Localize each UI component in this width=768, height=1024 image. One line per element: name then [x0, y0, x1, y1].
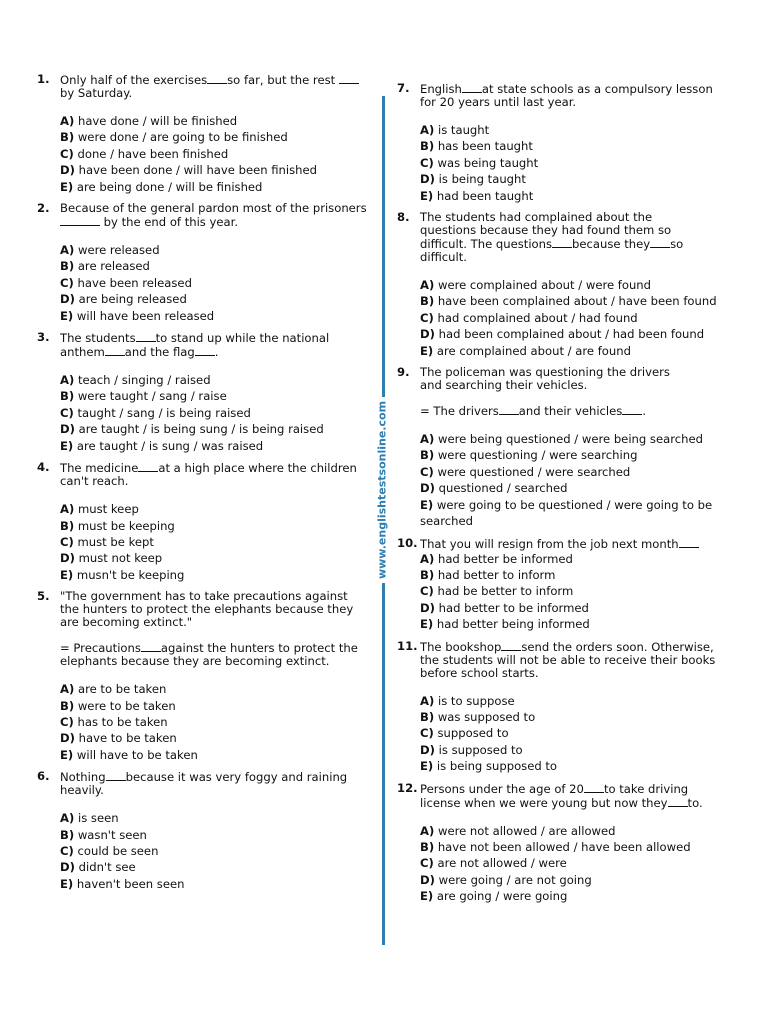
- option-letter: A): [420, 278, 435, 293]
- answer-option[interactable]: [60, 859, 372, 875]
- question-4: [37, 461, 372, 583]
- option-text: had complained about / had found: [437, 310, 638, 325]
- answer-option[interactable]: [60, 681, 372, 697]
- option-text: were not allowed / are allowed: [437, 823, 616, 838]
- option-text: has to be taken: [77, 714, 168, 729]
- option-letter: C): [60, 275, 74, 290]
- text-segment: The students: [60, 331, 136, 346]
- answer-option[interactable]: [420, 326, 737, 342]
- option-text: was being taught: [437, 155, 539, 170]
- text-segment: = The drivers: [420, 404, 499, 419]
- text-segment: The students had complained about the questions because they had found them so difficult. The questions: [420, 210, 672, 252]
- question-12: [397, 782, 737, 905]
- option-letter: B): [420, 294, 435, 309]
- answer-option[interactable]: [420, 567, 737, 583]
- option-letter: E): [60, 179, 74, 194]
- option-text: have been released: [77, 275, 192, 290]
- option-text: have been complained about / have been found: [437, 294, 717, 309]
- option-letter: D): [60, 292, 75, 307]
- text-segment: so difficult.: [420, 237, 684, 265]
- option-letter: B): [60, 827, 75, 842]
- question-stem: [420, 211, 737, 264]
- answer-option[interactable]: [60, 438, 372, 454]
- option-letter: B): [420, 839, 435, 854]
- answer-option[interactable]: [60, 843, 372, 859]
- text-segment: Because of the general pardon most of the prisoners: [60, 201, 367, 216]
- option-letter: A): [60, 682, 75, 697]
- answer-blank: [668, 796, 688, 807]
- text-segment: Nothing: [60, 770, 106, 785]
- question-number: 4.: [37, 460, 50, 475]
- answer-option[interactable]: [60, 258, 372, 274]
- option-letter: B): [60, 259, 75, 274]
- option-text: had better being informed: [436, 617, 590, 632]
- text-segment: so far, but the rest: [227, 73, 339, 87]
- option-text: was supposed to: [437, 709, 536, 724]
- question-11: [397, 640, 737, 775]
- answer-option[interactable]: [420, 693, 737, 709]
- text-segment: The bookshop: [420, 639, 502, 654]
- option-text: must be kept: [77, 534, 154, 549]
- option-text: were done / are going to be finished: [77, 130, 288, 145]
- answer-option[interactable]: [60, 129, 372, 145]
- answer-option[interactable]: [420, 758, 737, 774]
- option-text: were questioning / were searching: [437, 448, 638, 463]
- option-letter: B): [60, 518, 75, 533]
- text-segment: "The government has to take precautions against the hunters to protect the elephants because they are becoming extinct.": [60, 589, 354, 630]
- option-text: were complained about / were found: [437, 278, 652, 293]
- option-letter: C): [420, 856, 434, 871]
- text-segment: English: [420, 82, 462, 96]
- option-text: done / have been finished: [77, 146, 229, 161]
- question-number: 12.: [397, 780, 418, 795]
- answer-blank: [80, 215, 100, 226]
- option-text: were going / are not going: [438, 872, 592, 887]
- question-stem: [420, 366, 737, 392]
- question-number: 9.: [397, 365, 410, 380]
- answer-option[interactable]: [60, 567, 372, 583]
- text-segment: at state schools as a compulsory lesson for 20 years until last year.: [420, 82, 713, 109]
- answer-option[interactable]: [60, 501, 372, 517]
- answer-blank: [138, 461, 158, 472]
- answer-blank: [462, 82, 482, 93]
- text-segment: because they: [572, 237, 651, 252]
- answer-option[interactable]: [420, 171, 737, 187]
- option-text: had been taught: [436, 188, 534, 203]
- question-number: 5.: [37, 589, 50, 604]
- answer-blank: [552, 237, 572, 248]
- option-letter: D): [420, 600, 435, 615]
- option-letter: C): [60, 534, 74, 549]
- answer-option[interactable]: [420, 839, 737, 855]
- question-2: [37, 202, 372, 324]
- answer-blank: [60, 215, 80, 226]
- option-text: is seen: [77, 811, 119, 826]
- option-text: teach / singing / raised: [77, 373, 211, 388]
- answer-option[interactable]: [60, 827, 372, 843]
- question-9: [397, 366, 737, 529]
- option-text: are being released: [78, 292, 187, 307]
- answer-option[interactable]: [60, 876, 372, 892]
- answer-option[interactable]: [420, 551, 737, 567]
- question-stem: [60, 770, 372, 797]
- option-text: is being supposed to: [436, 759, 558, 774]
- option-letter: D): [420, 327, 435, 342]
- answer-options: [60, 372, 372, 454]
- answer-option[interactable]: [420, 277, 737, 293]
- option-letter: C): [60, 843, 74, 858]
- option-text: is taught: [437, 123, 490, 137]
- option-text: is to suppose: [437, 693, 515, 708]
- option-letter: D): [420, 872, 435, 887]
- answer-options: [60, 681, 372, 763]
- text-segment: and their vehicles: [518, 404, 623, 419]
- text-segment: by Saturday.: [60, 86, 133, 100]
- question-stem: [420, 640, 737, 680]
- option-letter: E): [60, 876, 74, 891]
- answer-option[interactable]: [420, 709, 737, 725]
- text-segment: Persons under the age of 20: [420, 781, 584, 796]
- answer-option[interactable]: [60, 747, 372, 763]
- option-letter: C): [420, 464, 434, 479]
- answer-option[interactable]: [60, 275, 372, 291]
- question-stem: [60, 331, 372, 359]
- answer-options: [420, 551, 737, 633]
- answer-options: [60, 501, 372, 583]
- answer-option[interactable]: [420, 122, 737, 138]
- option-letter: B): [60, 389, 75, 404]
- option-text: taught / sang / is being raised: [77, 405, 251, 420]
- answer-options: [420, 693, 737, 775]
- left-column: [37, 73, 372, 899]
- question-number: 2.: [37, 201, 50, 216]
- option-letter: D): [60, 163, 75, 178]
- option-letter: C): [420, 584, 434, 599]
- option-letter: D): [420, 172, 435, 187]
- answer-option[interactable]: [60, 714, 372, 730]
- option-text: are to be taken: [77, 682, 167, 697]
- option-letter: E): [60, 567, 74, 582]
- answer-option[interactable]: [420, 823, 737, 839]
- option-text: have not been allowed / have been allowed: [437, 839, 691, 854]
- option-text: could be seen: [77, 843, 159, 858]
- option-text: will have been released: [76, 308, 215, 323]
- option-text: are not allowed / were: [437, 856, 567, 871]
- text-segment: .: [642, 404, 647, 419]
- text-segment: The policeman was questioning the drivers and searching their vehicles.: [420, 365, 670, 393]
- answer-option[interactable]: [60, 730, 372, 746]
- answer-option[interactable]: [60, 308, 372, 324]
- question-8: [397, 211, 737, 359]
- option-text: are released: [77, 259, 150, 274]
- option-letter: C): [60, 146, 74, 161]
- answer-option[interactable]: [60, 179, 372, 195]
- option-letter: E): [420, 759, 434, 774]
- option-letter: B): [60, 130, 75, 145]
- answer-option[interactable]: [420, 431, 737, 447]
- answer-option[interactable]: [420, 600, 737, 616]
- answer-option[interactable]: [420, 497, 737, 530]
- option-text: were being questioned / were being searched: [437, 432, 703, 447]
- answer-option[interactable]: [60, 146, 372, 162]
- text-segment: at a high place where the children can't reach.: [60, 461, 357, 489]
- text-segment: = Precautions: [60, 641, 141, 656]
- answer-option[interactable]: [420, 293, 737, 309]
- answer-option[interactable]: [420, 888, 737, 904]
- option-letter: E): [420, 497, 434, 512]
- option-text: are being done / will be finished: [76, 179, 263, 194]
- question-number: 11.: [397, 638, 418, 653]
- answer-option[interactable]: [420, 447, 737, 463]
- text-segment: to take driving license when we were young but now they: [420, 781, 689, 810]
- answer-option[interactable]: [60, 388, 372, 404]
- answer-option[interactable]: [420, 188, 737, 204]
- option-text: will have to be taken: [76, 747, 198, 762]
- option-letter: E): [420, 889, 434, 904]
- answer-blank: [207, 73, 227, 84]
- answer-option[interactable]: [420, 725, 737, 741]
- text-segment: That you will resign from the job next month: [420, 536, 679, 551]
- answer-option[interactable]: [60, 372, 372, 388]
- question-number: 6.: [37, 769, 50, 784]
- question-stem: [60, 590, 372, 629]
- option-letter: C): [60, 405, 74, 420]
- option-text: are taught / is sung / was raised: [76, 438, 264, 453]
- answer-option[interactable]: [420, 480, 737, 496]
- option-letter: B): [420, 448, 435, 463]
- answer-option[interactable]: [60, 518, 372, 534]
- answer-blank: [499, 404, 519, 415]
- option-letter: E): [420, 188, 434, 203]
- option-text: had been complained about / had been found: [438, 327, 705, 342]
- question-number: 10.: [397, 535, 418, 550]
- option-text: have to be taken: [78, 731, 177, 746]
- option-text: were questioned / were searched: [437, 464, 631, 479]
- option-text: are complained about / are found: [436, 343, 631, 358]
- answer-option[interactable]: [420, 464, 737, 480]
- answer-options: [420, 823, 737, 905]
- option-text: were released: [77, 243, 160, 258]
- question-stem: [60, 202, 372, 229]
- text-segment: against the hunters to protect the elephants because they are becoming extinct.: [60, 641, 358, 669]
- answer-option[interactable]: [60, 550, 372, 566]
- answer-option[interactable]: [60, 698, 372, 714]
- question-number: 1.: [37, 72, 50, 86]
- answer-options: [420, 431, 737, 529]
- answer-blank: [650, 237, 670, 248]
- question-stem: [420, 782, 737, 810]
- answer-option[interactable]: [420, 616, 737, 632]
- option-text: must not keep: [78, 551, 163, 566]
- option-letter: C): [420, 726, 434, 741]
- option-letter: A): [420, 693, 435, 708]
- question-stem: [420, 82, 737, 109]
- answer-option[interactable]: [420, 872, 737, 888]
- option-text: have done / will be finished: [77, 114, 238, 128]
- option-text: haven't been seen: [76, 876, 185, 891]
- text-segment: Only half of the exercises: [60, 73, 208, 87]
- right-column: [397, 82, 737, 912]
- answer-option[interactable]: [60, 810, 372, 826]
- answer-option[interactable]: [420, 855, 737, 871]
- option-text: had better to inform: [437, 567, 556, 582]
- answer-options: [60, 113, 372, 195]
- option-letter: E): [60, 308, 74, 323]
- watermark-url: www.englishtestsonline.com: [376, 397, 389, 583]
- answer-blank: [501, 640, 521, 651]
- answer-option[interactable]: [60, 405, 372, 421]
- option-letter: D): [60, 860, 75, 875]
- option-text: is supposed to: [438, 742, 523, 757]
- option-letter: C): [420, 155, 434, 170]
- option-letter: D): [60, 731, 75, 746]
- option-text: are taught / is being sung / is being raised: [78, 422, 324, 437]
- option-letter: A): [60, 502, 75, 517]
- answer-blank: [584, 782, 604, 793]
- answer-option[interactable]: [420, 583, 737, 599]
- option-text: must keep: [77, 502, 139, 517]
- option-text: had better be informed: [437, 551, 573, 566]
- option-text: were going to be questioned / were going to be searched: [420, 497, 713, 529]
- option-text: were to be taken: [77, 698, 176, 713]
- answer-option[interactable]: [60, 242, 372, 258]
- option-letter: B): [420, 139, 435, 154]
- option-letter: A): [60, 373, 75, 388]
- question-restatement: [420, 404, 737, 418]
- option-text: have been done / will have been finished: [78, 163, 317, 178]
- option-letter: E): [60, 438, 74, 453]
- option-text: had be better to inform: [437, 584, 574, 599]
- option-letter: C): [60, 714, 74, 729]
- option-text: wasn't seen: [77, 827, 147, 842]
- text-segment: and the flag: [124, 345, 195, 360]
- option-text: questioned / searched: [438, 481, 568, 496]
- question-3: [37, 331, 372, 454]
- answer-option[interactable]: [420, 310, 737, 326]
- text-segment: The medicine: [60, 461, 139, 476]
- option-text: musn't be keeping: [76, 567, 185, 582]
- question-stem: [420, 537, 737, 551]
- option-letter: E): [420, 343, 434, 358]
- option-letter: A): [420, 123, 435, 137]
- option-letter: A): [60, 243, 75, 258]
- answer-blank: [339, 73, 359, 84]
- option-letter: B): [420, 567, 435, 582]
- option-letter: E): [420, 617, 434, 632]
- text-segment: to.: [687, 795, 703, 810]
- question-number: 8.: [397, 210, 410, 225]
- option-letter: D): [60, 422, 75, 437]
- text-segment: because it was very foggy and raining heavily.: [60, 770, 348, 798]
- answer-option[interactable]: [60, 162, 372, 178]
- answer-blank: [141, 641, 161, 652]
- text-segment: send the orders soon. Otherwise, the students will not be able to receive their books before school starts.: [420, 639, 716, 680]
- answer-option[interactable]: [420, 742, 737, 758]
- question-number: 7.: [397, 81, 410, 95]
- option-letter: E): [60, 747, 74, 762]
- option-letter: A): [60, 114, 75, 128]
- question-5: [37, 590, 372, 763]
- option-letter: D): [420, 742, 435, 757]
- answer-blank: [195, 345, 215, 356]
- question-7: [397, 82, 737, 204]
- answer-option[interactable]: [420, 343, 737, 359]
- answer-blank: [622, 404, 642, 415]
- text-segment: to stand up while the national anthem: [60, 331, 330, 360]
- option-text: didn't see: [78, 860, 136, 875]
- option-letter: A): [420, 551, 435, 566]
- text-segment: .: [214, 345, 219, 360]
- answer-options: [420, 277, 737, 359]
- option-text: is being taught: [438, 172, 526, 187]
- text-segment: by the end of this year.: [100, 215, 239, 230]
- option-text: are going / were going: [436, 889, 568, 904]
- answer-option[interactable]: [60, 421, 372, 437]
- answer-options: [60, 810, 372, 892]
- option-letter: C): [420, 310, 434, 325]
- option-letter: D): [420, 481, 435, 496]
- answer-blank: [106, 770, 126, 781]
- question-stem: [60, 461, 372, 488]
- answer-option[interactable]: [420, 138, 737, 154]
- option-text: has been taught: [437, 139, 533, 154]
- option-text: were taught / sang / raise: [77, 389, 227, 404]
- answer-option[interactable]: [60, 291, 372, 307]
- option-letter: A): [60, 811, 75, 826]
- answer-blank: [136, 331, 156, 342]
- option-letter: B): [420, 709, 435, 724]
- option-text: supposed to: [437, 726, 509, 741]
- question-restatement: [60, 641, 372, 668]
- answer-option[interactable]: [420, 155, 737, 171]
- question-10: [397, 537, 737, 633]
- question-1: [37, 73, 372, 195]
- option-text: must be keeping: [77, 518, 175, 533]
- question-number: 3.: [37, 330, 50, 345]
- answer-options: [420, 122, 737, 204]
- option-text: had better to be informed: [438, 600, 589, 615]
- answer-blank: [105, 345, 125, 356]
- answer-blank: [679, 537, 699, 548]
- option-letter: B): [60, 698, 75, 713]
- answer-option[interactable]: [60, 113, 372, 129]
- answer-options: [60, 242, 372, 324]
- option-letter: A): [420, 432, 435, 447]
- answer-option[interactable]: [60, 534, 372, 550]
- question-stem: [60, 73, 372, 100]
- question-6: [37, 770, 372, 892]
- option-letter: A): [420, 823, 435, 838]
- option-letter: D): [60, 551, 75, 566]
